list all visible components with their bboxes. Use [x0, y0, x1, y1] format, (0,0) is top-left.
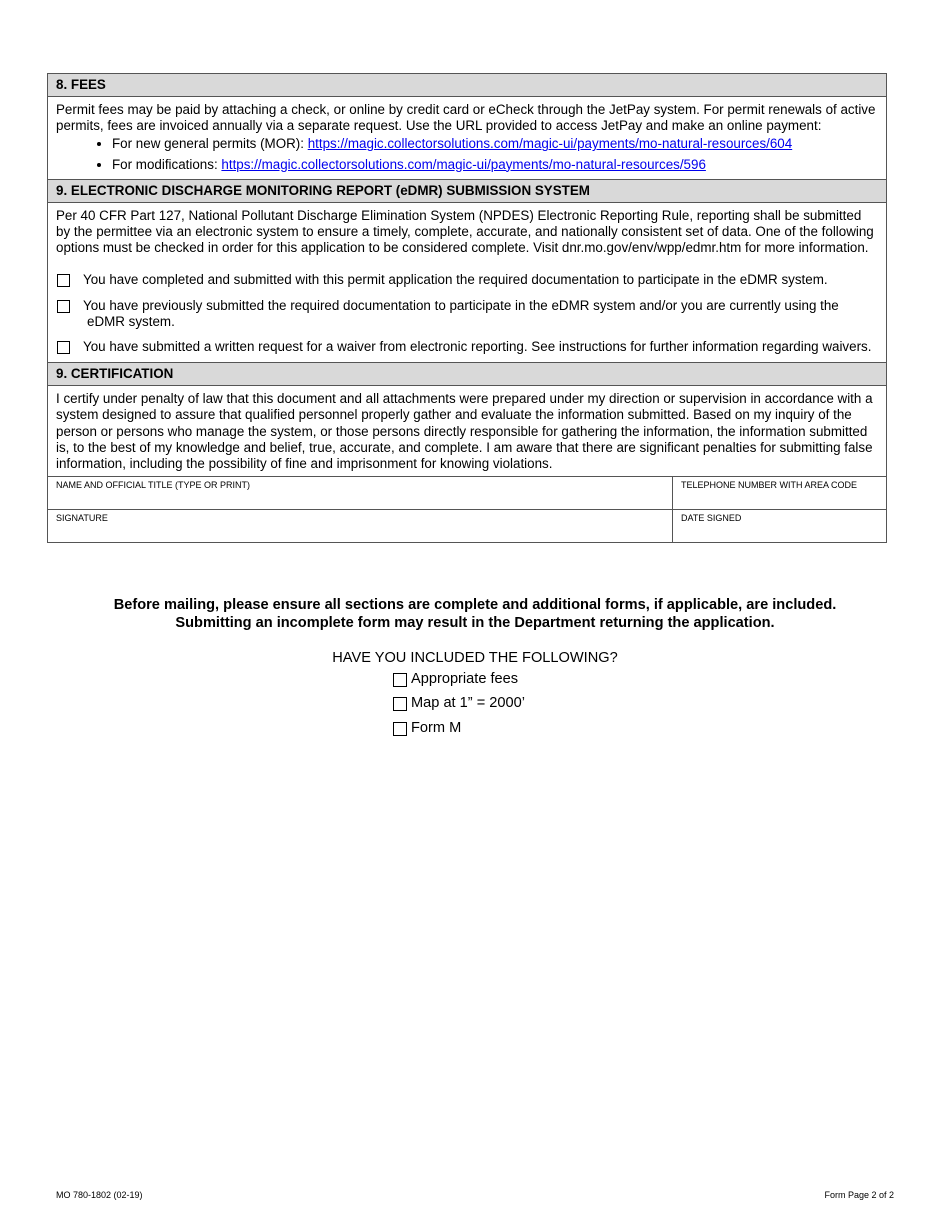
checkbox[interactable] [57, 341, 70, 354]
signature-label: SIGNATURE [56, 513, 108, 524]
notice-line-2: Submitting an incomplete form may result in the Department returning the application. [175, 615, 775, 631]
permit-form [47, 73, 887, 543]
checklist-item-map[interactable] [392, 695, 525, 719]
link-prefix: For modifications: [112, 156, 222, 172]
fees-section [47, 96, 887, 179]
checkbox[interactable] [393, 673, 407, 687]
edmr-option-previously-submitted[interactable] [56, 298, 878, 330]
edmr-option-waiver[interactable] [56, 339, 878, 355]
mailing-notice [0, 596, 950, 632]
new-permit-payment-link[interactable]: https://magic.collectorsolutions.com/magic-ui/payments/mo-natural-resources/604 [307, 136, 793, 152]
checkbox[interactable] [57, 274, 70, 287]
option-label: You have completed and submitted with this permit application the required documentation to participate in the eDMR system. [83, 272, 828, 288]
checkbox[interactable] [57, 300, 70, 313]
certification-section [47, 385, 887, 476]
page-number: Form Page 2 of 2 [824, 1190, 894, 1200]
date-signed-field[interactable] [673, 510, 886, 542]
certification-text: I certify under penalty of law that this document and all attachments were prepared under my direction or supervision in accordance with a system designed to assure that qualified personnel properly gather and evaluate the information submitted. Based on my inquiry of the person or persons who manage the system, or those persons directly responsible for gathering the information, the information submitted is, to the best of my knowledge and belief, true, accurate, and complete. I am aware that there are significant penalties for submitting false information, including the possibility of fine and imprisonment for knowing violations. [56, 391, 873, 472]
option-label: You have previously submitted the required documentation to participate in the eDMR system and/or you are currently using the eDMR system. [83, 297, 839, 329]
checklist-label: Form M [411, 719, 462, 736]
name-title-field[interactable] [48, 477, 673, 509]
payment-links [56, 136, 878, 172]
fees-text: Permit fees may be paid by attaching a check, or online by credit card or eCheck through the JetPay system. For permit renewals of active permits, fees are invoiced annually via a separate request. Use the URL provided to access JetPay and make an online payment: [56, 102, 876, 134]
edmr-option-completed[interactable] [56, 272, 878, 288]
telephone-label: TELEPHONE NUMBER WITH AREA CODE [681, 480, 858, 491]
checklist-item-fees[interactable] [392, 671, 525, 695]
checklist-label: Appropriate fees [411, 671, 519, 687]
checklist [392, 671, 525, 744]
checkbox[interactable] [393, 697, 407, 711]
list-item [112, 157, 878, 173]
telephone-field[interactable] [673, 477, 886, 509]
checklist-title: HAVE YOU INCLUDED THE FOLLOWING? [332, 650, 618, 666]
link-prefix: For new general permits (MOR): [112, 136, 308, 152]
fees-heading: 8. FEES [47, 73, 887, 96]
checklist-item-form-m[interactable] [392, 720, 525, 744]
checklist-label: Map at 1” = 2000’ [411, 695, 525, 712]
list-item [112, 136, 878, 152]
form-number: MO 780-1802 (02-19) [56, 1190, 143, 1200]
edmr-heading: 9. ELECTRONIC DISCHARGE MONITORING REPORT (eDMR) SUBMISSION SYSTEM [47, 179, 887, 202]
edmr-text: Per 40 CFR Part 127, National Pollutant Discharge Elimination System (NPDES) Electronic Reporting Rule, reporting shall be submitted by the permittee via an electronic system to ensure a timely, complete, accurate, and nationally consistent set of data. One of the following options must be checked in order for this application to be considered complete. Visit dnr.mo.gov/env/wpp/edmr.htm for more information. [56, 207, 874, 256]
modification-payment-link[interactable]: https://magic.collectorsolutions.com/magic-ui/payments/mo-natural-resources/596 [221, 156, 706, 172]
edmr-section [47, 202, 887, 362]
option-label: You have submitted a written request for a waiver from electronic reporting. See instructions for further information regarding waivers. [83, 339, 872, 355]
name-phone-row [47, 476, 887, 509]
notice-line-1: Before mailing, please ensure all sections are complete and additional forms, if applicable, are included. [113, 597, 837, 613]
name-title-label: NAME AND OFFICIAL TITLE (TYPE OR PRINT) [56, 480, 251, 491]
checkbox[interactable] [393, 722, 407, 736]
signature-field[interactable] [48, 510, 673, 542]
signature-date-row [47, 509, 887, 543]
date-signed-label: DATE SIGNED [681, 513, 742, 524]
certification-heading: 9. CERTIFICATION [47, 362, 887, 385]
